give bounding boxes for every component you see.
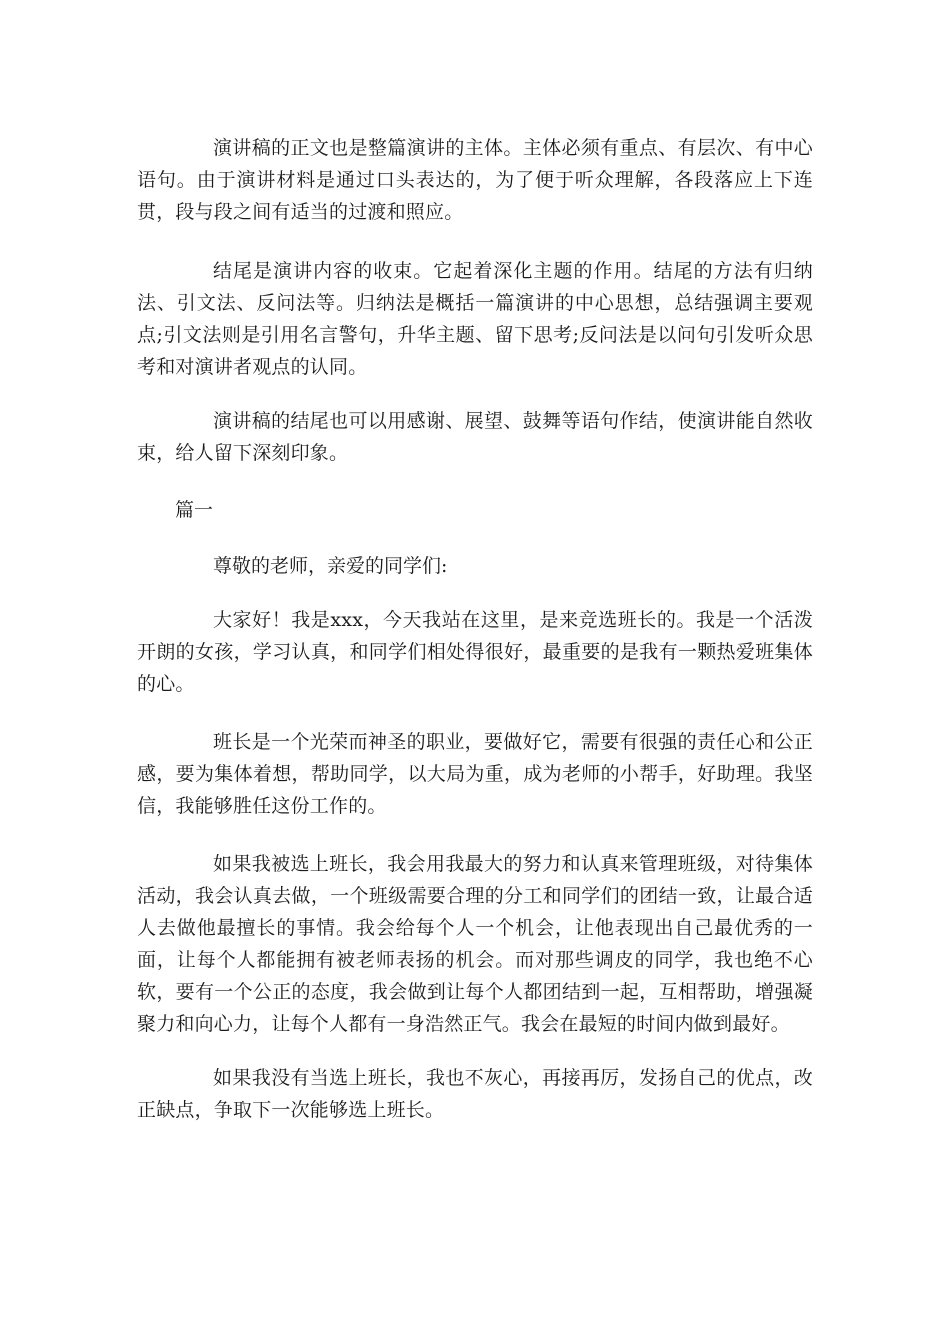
speech-paragraph: 如果我没有当选上班长，我也不灰心，再接再厉，发扬自己的优点，改正缺点，争取下一次能够选上班长。	[137, 1067, 813, 1121]
speech-paragraph: 班长是一个光荣而神圣的职业，要做好它，需要有很强的责任心和公正感，要为集体着想，帮助同学，以大局为重，成为老师的小帮手，好助理。我坚信，我能够胜任这份工作的。	[137, 731, 813, 817]
body-paragraph: 结尾是演讲内容的收束。它起着深化主题的作用。结尾的方法有归纳法、引文法、反问法等。归纳法是概括一篇演讲的中心思想，总结强调主要观点;引文法则是引用名言警句，升华主题、留下思考;反问法是以问句引发听众思考和对演讲者观点的认同。	[137, 260, 813, 378]
body-paragraph: 演讲稿的结尾也可以用感谢、展望、鼓舞等语句作结，使演讲能自然收束，给人留下深刻印象。	[137, 410, 813, 464]
body-paragraph: 演讲稿的正文也是整篇演讲的主体。主体必须有重点、有层次、有中心语句。由于演讲材料是通过口头表达的，为了便于听众理解，各段落应上下连贯，段与段之间有适当的过渡和照应。	[137, 137, 813, 223]
speech-paragraph: 大家好！我是xxx，今天我站在这里，是来竞选班长的。我是一个活泼开朗的女孩，学习认真，和同学们相处得很好，最重要的是我有一颗热爱班集体的心。	[137, 609, 813, 695]
section-heading: 篇一	[175, 499, 214, 521]
speech-greeting: 尊敬的老师，亲爱的同学们:	[213, 555, 448, 577]
speech-paragraph: 如果我被选上班长，我会用我最大的努力和认真来管理班级，对待集体活动，我会认真去做，一个班级需要合理的分工和同学们的团结一致，让最合适人去做他最擅长的事情。我会给每个人一个机会，让他表现出自己最优秀的一面，让每个人都能拥有被老师表扬的机会。而对那些调皮的同学，我也绝不心软，要有一个公正的态度，我会做到让每个人都团结到一起，互相帮助，增强凝聚力和向心力，让每个人都有一身浩然正气。我会在最短的时间内做到最好。	[137, 853, 813, 1035]
